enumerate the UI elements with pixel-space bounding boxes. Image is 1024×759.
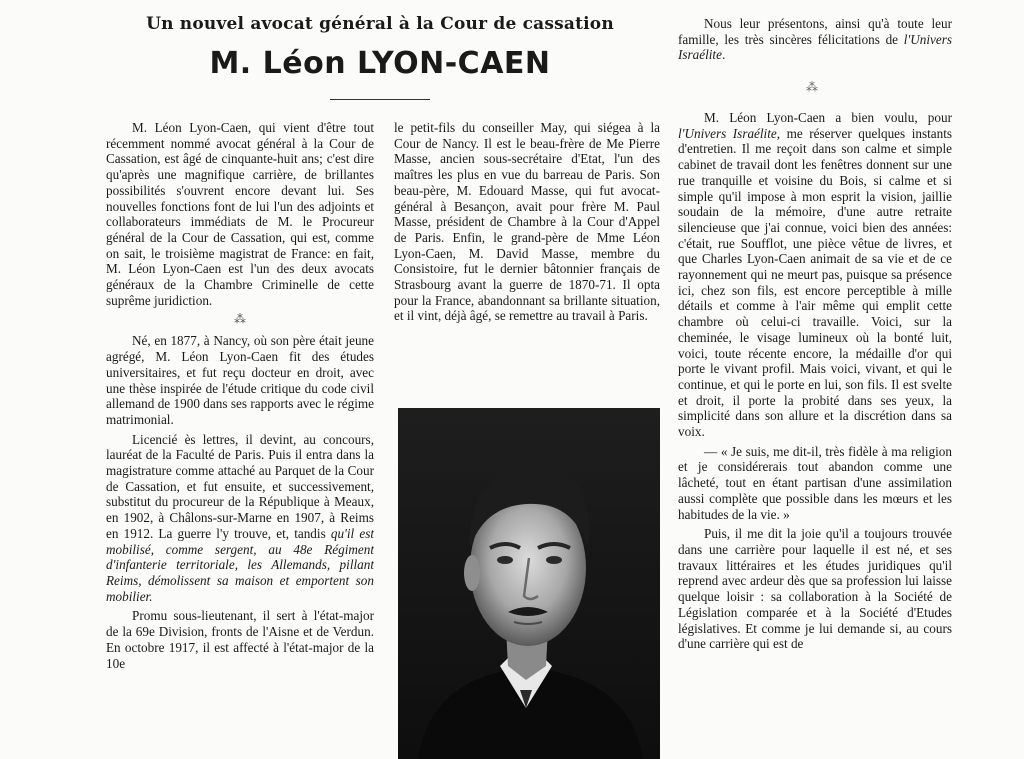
paragraph [678, 16, 952, 63]
text-column-1 [106, 120, 374, 755]
paragraph: Promu sous-lieutenant, il sert à l'état-major de la 69e Division, fronts de l'Aisne et de Verdun. En octobre 1917, il est affecté à l'état-major de la 10e [106, 608, 374, 671]
text-column-3 [678, 110, 952, 755]
paragraph [106, 432, 374, 605]
text-column-3-top [678, 16, 952, 72]
text-column-2 [394, 120, 660, 385]
text-run: Licencié ès lettres, il devint, au concours, lauréat de la Faculté de Paris. Puis il entra dans la magistrature comme attaché au Parquet de la Cour de Cassation, et fut ensuite, et successivement, substitut du procureur de la République à Meaux, en 1902, à Châlons-sur-Marne en 1907, à Reims en 1912. La guerre l'y trouve, et, tandis [106, 431, 374, 541]
text-run: M. Léon Lyon-Caen a bien voulu, pour [704, 110, 952, 125]
headline-rule [330, 99, 430, 100]
italic-text: l'Univers Israélite [678, 31, 952, 63]
text-run: , me réserver quelques instants d'entretien. Il me reçoit dans son calme et simple cabinet de travail dont les fenêtres donnent sur une rue tranquille et voisine du Bois, si calme et si simple qu'il impose à mon esprit la vision, jaillie soudain de la mémoire, d'une autre retraite silencieuse que j'ai connue, voici bien des années: c'était, rue Soufflot, une pièce vêtue de livres, et que Charles Lyon-Caen animait de sa vie et de ce rayonnement qui ne meurt pas, puisque sa présence ici, chez son fils, est encore perceptible à mille détails et comme à l'air même qui emplit cette chambre où celui-ci travaille. Voici, sur la cheminée, le visage lumineux où la bonté luit, voici, toute récente encore, la médaille d'or qui porte le vivant profil. Mais voici, vivant, et qui le continue, et qui le porte en lui, son fils. Il est svelte et droit, il porte la probité dans ses yeux, la simplicité dans son allure et la discrétion dans sa voix. [678, 125, 952, 440]
paragraph [678, 110, 952, 440]
text-run: . [721, 47, 726, 63]
section-separator: ⁂ [234, 312, 246, 327]
paragraph: Puis, il me dit la joie qu'il a toujours trouvée dans une carrière pour laquelle il est né, et ses travaux littéraires et les études juridiques qu'il reprend avec ardeur dès que sa profession lui laisse quelque loisir : sa collaboration à la Société de Législation comparée et à la Société d'Etudes législatives. Et comme je lui demande si, au cours d'une carrière qui est de [678, 526, 952, 652]
article-headline: M. Léon LYON-CAEN [209, 46, 551, 81]
paragraph: Né, en 1877, à Nancy, où son père était jeune agrégé, M. Léon Lyon-Caen fit des études universitaires, et fut reçu docteur en droit, avec une thèse inspirée de l'étude critique du code civil allemand de 1900 dans ses rapports avec le régime matrimonial. [106, 333, 374, 427]
paragraph: le petit-fils du conseiller May, qui siégea à la Cour de Nancy. Il est le beau-frère de Me Pierre Masse, ancien sous-secrétaire d'Etat, l'un des maîtres les plus en vue du barreau de Paris. Son beau-père, M. Edouard Masse, qui fut avocat-général à Besançon, avait pour frère M. Paul Masse, président de Chambre à la Cour d'Appel de Paris. Enfin, le grand-père de Mme Léon Lyon-Caen, M. David Masse, membre du Consistoire, fut le dernier bâtonnier français de Strasbourg avant la guerre de 1870-71. Il opta pour la France, abandonnant sa brillante situation, et il vint, déjà âgé, se remettre au travail à Paris. [394, 120, 660, 324]
italic-text: l'Univers Israélite [678, 125, 777, 141]
text-run: Nous leur présentons, ainsi qu'à toute leur famille, les très sincères félicitations de [678, 16, 952, 47]
article-kicker: Un nouvel avocat général à la Cour de cassation [146, 14, 614, 34]
portrait-photo [398, 408, 660, 759]
paragraph: M. Léon Lyon-Caen, qui vient d'être tout récemment nommé avocat général à la Cour de Cassation, est âgé de cinquante-huit ans; c'est dire qu'après une magnifique carrière, de brillantes possibilités s'ouvrent encore devant lui. Ses nouvelles fonctions font de lui l'un des adjoints et collaborateurs immédiats de M. le Procureur général de la Cour de Cassation, qui est, comme on sait, le troisième magistrat de France: en fait, M. Léon Lyon-Caen est l'un des deux avocats généraux de la Chambre Criminelle de cette suprême juridiction. [106, 120, 374, 308]
paragraph: — « Je suis, me dit-il, très fidèle à ma religion et je considérerais tout abandon comme une lâcheté, tout en étant partisan d'une assimilation aussi complète que possible dans les mœurs et les habitudes de la vie. » [678, 443, 952, 522]
italic-text: qu'il est mobilisé, comme sergent, au 48e Régiment d'infanterie territoriale, les Allemands, pillant Reims, démolissent sa maison et emportent son mobilier. [106, 525, 374, 604]
section-separator: ⁂ [806, 80, 818, 94]
